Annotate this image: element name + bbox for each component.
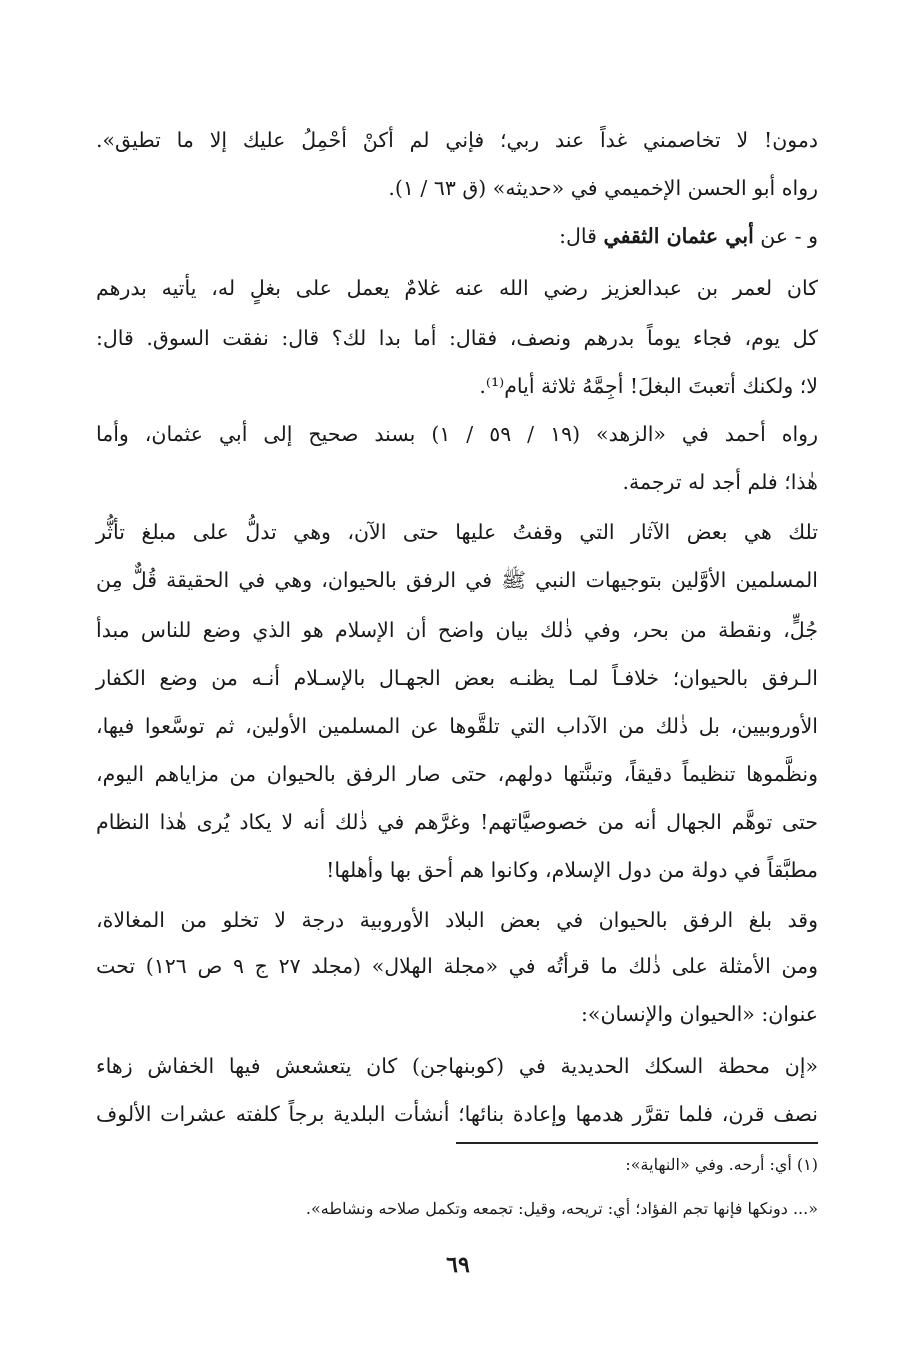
text-line: هٰذا؛ فلم أجد له ترجمة.: [622, 470, 818, 494]
text-line: ونظَّموها تنظيماً دقيقاً، وتبنَّتها دولهم، حتى صار الرفق بالحيوان من مزاياهم اليوم،: [96, 762, 818, 786]
footnote-divider: [456, 1142, 818, 1144]
text-line: رواه أبو الحسن الإخميمي في «حديثه» (ق ٦٣ / ١).: [388, 176, 818, 200]
page-number: ٦٩: [446, 1252, 470, 1278]
text-line: عنوان: «الحيوان والإنسان»:: [581, 1002, 818, 1026]
text-line: لا؛ ولكنك أتعبتَ البغلَ! أجِمَّهُ ثلاثة أيام⁽¹⁾.: [479, 374, 818, 398]
text-line: [96, 216, 818, 256]
text-line: كان لعمر بن عبدالعزيز رضي الله عنه غلامٌ يعمل على بغلٍ له، يأتيه بدرهم: [96, 276, 818, 300]
text-line: جُلٍّ، ونقطة من بحر، وفي ذٰلك بيان واضح أن الإسلام هو الذي وضع للناس مبدأ: [96, 618, 818, 642]
text-line: وقد بلغ الرفق بالحيوان في بعض البلاد الأوروبية درجة لا تخلو من المغالاة،: [96, 908, 818, 932]
line-prefix: و - عن: [753, 224, 818, 248]
text-line: رواه أحمد في «الزهد» (١٩ / ٥٩ / ١) بسند صحيح إلى أبي عثمان، وأما: [96, 422, 818, 446]
text-line: الأوروبيين، بل ذٰلك من الآداب التي تلقَّوها عن المسلمين الأولين، ثم توسَّعوا فيها،: [96, 714, 818, 738]
text-line: الـرفق بالحيوان؛ خلافـاً لمـا يظنـه بعض الجهـال بالإسـلام أنـه من وضع الكفار: [96, 666, 818, 690]
text-line: تلك هي بعض الآثار التي وقفتُ عليها حتى الآن، وهي تدلُّ على مبلغ تأثُّر: [96, 520, 818, 544]
line-suffix: قال:: [559, 224, 597, 248]
footnote: «... دونكها فإنها تجم الفؤاد؛ أي: تريحه، وقيل: تجمعه وتكمل صلاحه ونشاطه».: [305, 1199, 818, 1218]
text-line: حتى توهَّم الجهال أنه من خصوصيَّاتهم! وغرَّهم في ذٰلك أنه لا يكاد يُرى هٰذا النظام: [96, 810, 818, 834]
text-line: ومن الأمثلة على ذٰلك ما قرأتُه في «مجلة الهلال» (مجلد ٢٧ ج ٩ ص ١٢٦) تحت: [96, 954, 818, 978]
text-line: كل يوم، فجاء يوماً بدرهم ونصف، فقال: أما بدا لك؟ قال: نفقت السوق. قال:: [96, 326, 818, 350]
footnote: (١) أي: أرحه. وفي «النهاية»:: [625, 1155, 818, 1174]
text-line: مطبَّقاً في دولة من دول الإسلام، وكانوا هم أحق بها وأهلها!: [326, 858, 818, 882]
text-line: «إن محطة السكك الحديدية في (كوبنهاجن) كان يتعشعش فيها الخفاش زهاء: [96, 1054, 818, 1078]
text-line: دمون! لا تخاصمني غداً عند ربي؛ فإني لم أكنْ أحْمِلُ عليك إلا ما تطيق».: [96, 128, 818, 152]
text-line: نصف قرن، فلما تقرَّر هدمها وإعادة بنائها؛ أنشأت البلدية برجاً كلفته عشرات الألوف: [96, 1102, 818, 1126]
text-line: المسلمين الأوَّلين بتوجيهات النبي ﷺ في الرفق بالحيوان، وهي في الحقيقة قُلٌّ مِن: [96, 568, 818, 592]
narrator-name: أبي عثمان الثقفي: [603, 224, 754, 248]
